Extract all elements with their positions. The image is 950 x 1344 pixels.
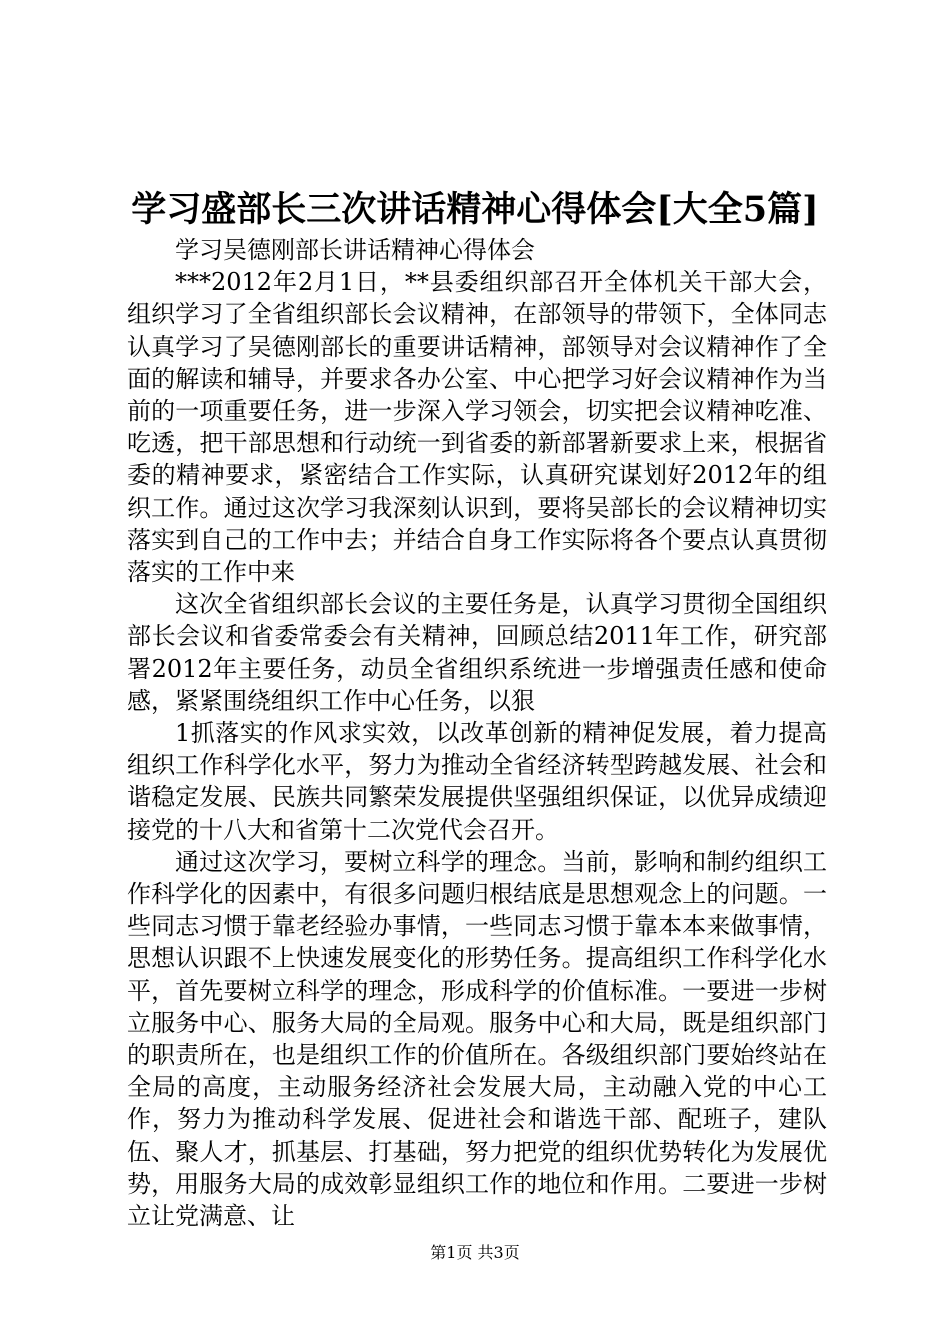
page-footer: 第1页 共3页 bbox=[430, 1243, 520, 1262]
document-subtitle: 学习吴德刚部长讲话精神心得体会 bbox=[175, 236, 535, 264]
paragraph: 1抓落实的作风求实效，以改革创新的精神促发展，着力提高组织工作科学化水平，努力为推动全省经济转型跨越发展、社会和谐稳定发展、民族共同繁荣发展提供坚强组织保证，以优异成绩迎接党的十八大和省第十二次党代会召开。 bbox=[127, 719, 827, 844]
document-body bbox=[127, 234, 827, 1232]
paragraph: 通过这次学习，要树立科学的理念。当前，影响和制约组织工作科学化的因素中，有很多问题归根结底是思想观念上的问题。一些同志习惯于靠老经验办事情，一些同志习惯于靠本本来做事情，思想认识跟不上快速发展变化的形势任务。提高组织工作科学化水平，首先要树立科学的理念，形成科学的价值标准。一要进一步树立服务中心、服务大局的全局观。服务中心和大局，既是组织部门的职责所在，也是组织工作的价值所在。各级组织部门要始终站在全局的高度，主动服务经济社会发展大局，主动融入党的中心工作，努力为推动科学发展、促进社会和谐选干部、配班子，建队伍、聚人才，抓基层、打基础，努力把党的组织优势转化为发展优势，用服务大局的成效彰显组织工作的地位和作用。二要进一步树立让党满意、让 bbox=[127, 847, 827, 1231]
paragraph: 这次全省组织部长会议的主要任务是，认真学习贯彻全国组织部长会议和省委常委会有关精神，回顾总结2011年工作，研究部署2012年主要任务，动员全省组织系统进一步增强责任感和使命感，紧紧围绕组织工作中心任务，以狠 bbox=[127, 590, 827, 715]
paragraph: ***2012年2月1日，**县委组织部召开全体机关干部大会，组织学习了全省组织部长会议精神，在部领导的带领下，全体同志认真学习了吴德刚部长的重要讲话精神，部领导对会议精神作了全面的解读和辅导，并要求各办公室、中心把学习好会议精神作为当前的一项重要任务，进一步深入学习领会，切实把会议精神吃准、吃透，把干部思想和行动统一到省委的新部署新要求上来，根据省委的精神要求，紧密结合工作实际，认真研究谋划好2012年的组织工作。通过这次学习我深刻认识到，要将吴部长的会议精神切实落实到自己的工作中去；并结合自身工作实际将各个要点认真贯彻落实的工作中来 bbox=[127, 268, 827, 587]
document-title: 学习盛部长三次讲话精神心得体会[大全5篇] bbox=[131, 189, 819, 230]
